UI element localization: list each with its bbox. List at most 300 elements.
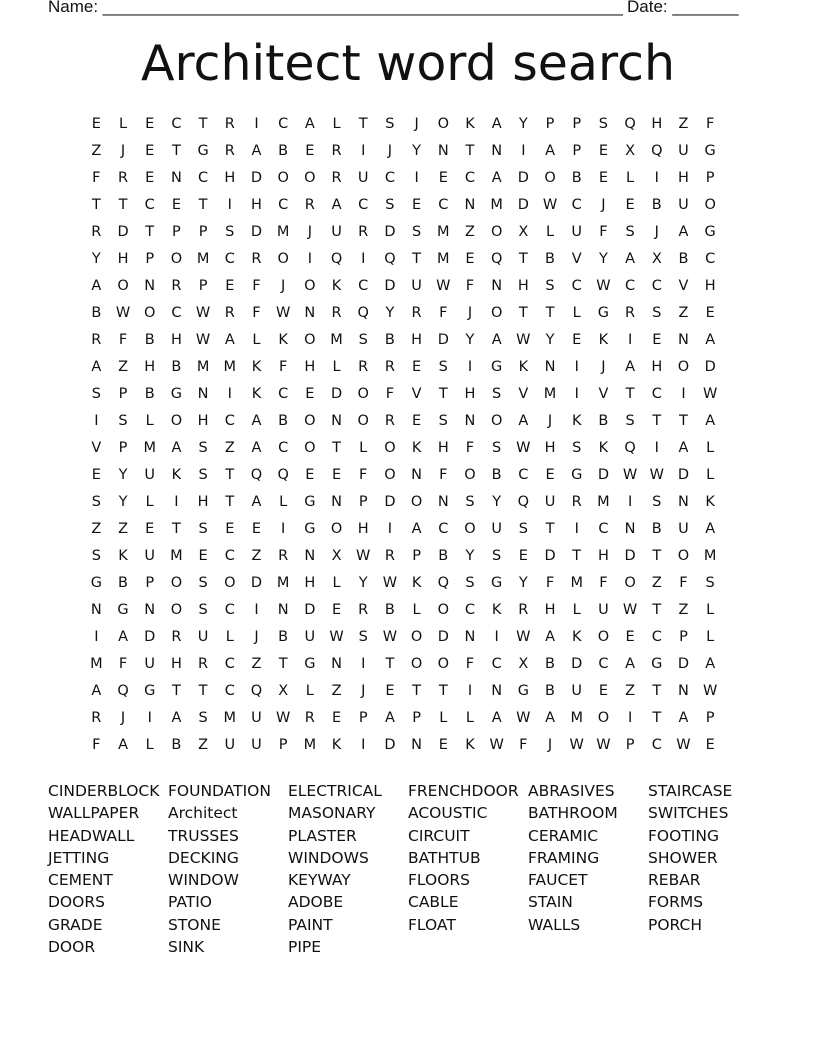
grid-cell[interactable]: E xyxy=(225,521,235,537)
grid-cell[interactable]: Y xyxy=(518,575,528,591)
grid-cell[interactable]: P xyxy=(412,548,421,564)
grid-cell[interactable]: O xyxy=(170,575,183,591)
grid-cell[interactable]: B xyxy=(278,143,289,159)
grid-cell[interactable]: Z xyxy=(331,683,342,699)
grid-cell[interactable]: R xyxy=(251,251,262,267)
grid-cell[interactable]: S xyxy=(492,548,502,564)
grid-cell[interactable]: A xyxy=(491,170,502,186)
grid-cell[interactable]: L xyxy=(225,629,234,645)
grid-cell[interactable]: F xyxy=(278,359,288,375)
grid-cell[interactable]: O xyxy=(677,359,690,375)
grid-cell[interactable]: Y xyxy=(358,575,368,591)
grid-cell[interactable]: G xyxy=(571,467,583,483)
grid-cell[interactable]: N xyxy=(170,170,182,186)
grid-cell[interactable]: C xyxy=(438,521,449,537)
grid-cell[interactable]: V xyxy=(91,440,102,456)
grid-cell[interactable]: U xyxy=(678,143,689,159)
grid-cell[interactable]: O xyxy=(437,656,449,672)
grid-cell[interactable]: C xyxy=(171,305,182,321)
grid-cell[interactable]: Y xyxy=(91,251,101,267)
grid-cell[interactable]: L xyxy=(359,440,368,456)
grid-cell[interactable]: R xyxy=(224,116,235,132)
grid-cell[interactable]: R xyxy=(91,710,102,726)
grid-cell[interactable]: O xyxy=(464,521,476,537)
grid-cell[interactable]: P xyxy=(358,494,368,510)
grid-cell[interactable]: O xyxy=(330,521,343,537)
grid-cell[interactable]: E xyxy=(145,521,155,537)
grid-cell[interactable]: L xyxy=(145,737,154,753)
grid-cell[interactable]: U xyxy=(678,521,689,537)
grid-cell[interactable]: I xyxy=(494,629,499,645)
grid-cell[interactable]: T xyxy=(198,197,208,213)
grid-cell[interactable]: B xyxy=(651,197,662,213)
grid-cell[interactable]: L xyxy=(572,305,581,321)
grid-cell[interactable]: D xyxy=(250,224,263,240)
grid-cell[interactable]: S xyxy=(625,224,635,240)
grid-cell[interactable]: K xyxy=(118,548,128,564)
grid-cell[interactable]: I xyxy=(627,494,633,510)
grid-cell[interactable]: F xyxy=(359,467,368,483)
grid-cell[interactable]: T xyxy=(438,386,448,402)
grid-cell[interactable]: B xyxy=(571,170,582,186)
grid-cell[interactable]: K xyxy=(465,116,475,132)
grid-cell[interactable]: D xyxy=(597,467,609,483)
grid-cell[interactable]: I xyxy=(654,170,659,186)
grid-cell[interactable]: Q xyxy=(651,143,663,159)
grid-cell[interactable]: L xyxy=(545,224,555,240)
grid-cell[interactable]: U xyxy=(144,656,156,672)
grid-cell[interactable]: T xyxy=(198,683,208,699)
grid-cell[interactable]: G xyxy=(197,143,209,159)
grid-cell[interactable]: M xyxy=(597,494,610,510)
grid-cell[interactable]: E xyxy=(171,197,181,213)
grid-cell[interactable]: P xyxy=(118,440,128,456)
grid-cell[interactable]: O xyxy=(304,278,316,294)
grid-cell[interactable]: Q xyxy=(277,467,289,483)
name-field[interactable]: Name: _______________________________________________________ xyxy=(48,0,623,16)
grid-cell[interactable]: N xyxy=(437,143,449,159)
grid-cell[interactable]: O xyxy=(357,413,369,429)
grid-cell[interactable]: Q xyxy=(517,494,530,510)
grid-cell[interactable]: T xyxy=(198,116,208,132)
grid-cell[interactable]: H xyxy=(464,386,476,402)
grid-cell[interactable]: M xyxy=(570,710,583,726)
grid-cell[interactable]: E xyxy=(705,737,715,753)
grid-cell[interactable]: S xyxy=(91,494,101,510)
grid-cell[interactable]: M xyxy=(170,548,183,564)
grid-cell[interactable]: G xyxy=(704,143,716,159)
grid-cell[interactable]: F xyxy=(92,737,101,753)
grid-cell[interactable]: C xyxy=(144,197,155,213)
grid-cell[interactable]: O xyxy=(410,629,423,645)
grid-cell[interactable]: S xyxy=(465,575,475,591)
grid-cell[interactable]: X xyxy=(331,548,342,564)
grid-cell[interactable]: T xyxy=(171,683,181,699)
grid-cell[interactable]: K xyxy=(278,332,288,348)
grid-cell[interactable]: C xyxy=(571,197,582,213)
grid-cell[interactable]: K xyxy=(598,332,609,348)
grid-cell[interactable]: H xyxy=(170,656,182,672)
grid-cell[interactable]: Z xyxy=(118,359,128,375)
grid-cell[interactable]: D xyxy=(384,224,396,240)
grid-cell[interactable]: F xyxy=(465,440,475,456)
grid-cell[interactable]: W xyxy=(436,278,451,294)
grid-cell[interactable]: N xyxy=(464,197,476,213)
grid-cell[interactable]: J xyxy=(547,413,553,429)
grid-cell[interactable]: W xyxy=(329,629,344,645)
grid-cell[interactable]: I xyxy=(574,386,579,402)
grid-cell[interactable]: N xyxy=(144,278,156,294)
grid-cell[interactable]: J xyxy=(601,197,606,213)
grid-cell[interactable]: O xyxy=(410,494,423,510)
grid-cell[interactable]: C xyxy=(571,278,582,294)
grid-cell[interactable]: J xyxy=(547,737,553,753)
grid-cell[interactable]: A xyxy=(491,332,502,348)
grid-cell[interactable]: A xyxy=(518,413,529,429)
grid-cell[interactable]: C xyxy=(491,656,502,672)
grid-cell[interactable]: V xyxy=(518,386,529,402)
grid-cell[interactable]: D xyxy=(117,224,129,240)
grid-cell[interactable]: Q xyxy=(250,467,263,483)
grid-cell[interactable]: S xyxy=(198,440,208,456)
grid-cell[interactable]: Z xyxy=(465,224,475,240)
grid-cell[interactable]: C xyxy=(625,278,636,294)
grid-cell[interactable]: F xyxy=(252,305,261,321)
grid-cell[interactable]: W xyxy=(649,467,664,483)
grid-cell[interactable]: S xyxy=(198,575,208,591)
grid-cell[interactable]: Y xyxy=(118,467,128,483)
grid-cell[interactable]: G xyxy=(117,602,129,618)
grid-cell[interactable]: E xyxy=(331,602,342,618)
grid-cell[interactable]: U xyxy=(197,629,209,645)
grid-cell[interactable]: O xyxy=(490,305,503,321)
grid-cell[interactable]: T xyxy=(358,116,368,132)
grid-cell[interactable]: N xyxy=(491,278,503,294)
grid-cell[interactable]: I xyxy=(361,143,366,159)
grid-cell[interactable]: Z xyxy=(91,143,102,159)
grid-cell[interactable]: A xyxy=(331,197,342,213)
grid-cell[interactable]: N xyxy=(331,413,342,429)
grid-cell[interactable]: J xyxy=(601,359,606,375)
grid-cell[interactable]: A xyxy=(678,224,689,240)
grid-cell[interactable]: A xyxy=(491,116,502,132)
grid-cell[interactable]: P xyxy=(358,710,368,726)
grid-cell[interactable]: A xyxy=(224,332,235,348)
grid-cell[interactable]: H xyxy=(197,494,209,510)
grid-cell[interactable]: E xyxy=(598,683,608,699)
grid-cell[interactable]: C xyxy=(224,656,235,672)
grid-cell[interactable]: F xyxy=(118,332,128,348)
grid-cell[interactable]: A xyxy=(545,143,555,159)
grid-cell[interactable]: G xyxy=(90,575,102,591)
grid-cell[interactable]: A xyxy=(91,359,102,375)
grid-cell[interactable]: E xyxy=(705,305,715,321)
grid-cell[interactable]: E xyxy=(572,332,582,348)
grid-cell[interactable]: H xyxy=(224,170,236,186)
grid-cell[interactable]: I xyxy=(574,521,579,537)
grid-cell[interactable]: J xyxy=(307,224,312,240)
grid-cell[interactable]: E xyxy=(518,548,528,564)
grid-cell[interactable]: I xyxy=(307,251,312,267)
grid-cell[interactable]: F xyxy=(705,116,715,132)
grid-cell[interactable]: U xyxy=(144,467,156,483)
grid-cell[interactable]: W xyxy=(382,575,398,591)
grid-cell[interactable]: W xyxy=(275,710,291,726)
grid-cell[interactable]: R xyxy=(571,494,582,510)
date-field[interactable]: Date: _______ xyxy=(627,0,739,16)
grid-cell[interactable]: F xyxy=(465,656,475,672)
grid-cell[interactable]: B xyxy=(278,629,289,645)
grid-cell[interactable]: I xyxy=(681,386,686,402)
grid-cell[interactable]: O xyxy=(170,413,183,429)
grid-cell[interactable]: H xyxy=(544,602,556,618)
grid-cell[interactable]: W xyxy=(275,305,291,321)
grid-cell[interactable]: C xyxy=(224,251,235,267)
grid-cell[interactable]: L xyxy=(706,629,715,645)
grid-cell[interactable]: E xyxy=(305,143,315,159)
grid-cell[interactable]: J xyxy=(414,116,419,132)
grid-cell[interactable]: R xyxy=(411,305,422,321)
grid-cell[interactable]: O xyxy=(224,575,236,591)
grid-cell[interactable]: C xyxy=(224,683,235,699)
grid-cell[interactable]: W xyxy=(702,683,718,699)
grid-cell[interactable]: C xyxy=(705,251,716,267)
grid-cell[interactable]: P xyxy=(412,710,421,726)
grid-cell[interactable]: T xyxy=(652,413,662,429)
grid-cell[interactable]: K xyxy=(518,359,529,375)
grid-cell[interactable]: N xyxy=(464,629,476,645)
grid-cell[interactable]: O xyxy=(117,278,129,294)
grid-cell[interactable]: S xyxy=(518,521,528,537)
grid-cell[interactable]: F xyxy=(385,386,395,402)
grid-cell[interactable]: D xyxy=(437,332,449,348)
grid-cell[interactable]: S xyxy=(358,332,368,348)
grid-cell[interactable]: R xyxy=(224,305,235,321)
grid-cell[interactable]: E xyxy=(598,170,608,186)
grid-cell[interactable]: S xyxy=(598,116,609,132)
grid-cell[interactable]: R xyxy=(384,359,395,375)
grid-cell[interactable]: L xyxy=(332,116,341,132)
grid-cell[interactable]: N xyxy=(544,359,556,375)
grid-cell[interactable]: C xyxy=(278,440,289,456)
grid-cell[interactable]: O xyxy=(384,440,396,456)
grid-cell[interactable]: R xyxy=(331,170,342,186)
grid-cell[interactable]: I xyxy=(227,197,232,213)
grid-cell[interactable]: L xyxy=(145,494,154,510)
grid-cell[interactable]: A xyxy=(91,278,102,294)
grid-cell[interactable]: U xyxy=(251,737,262,753)
grid-cell[interactable]: K xyxy=(491,602,502,618)
grid-cell[interactable]: E xyxy=(625,629,635,645)
grid-cell[interactable]: S xyxy=(198,602,208,618)
grid-cell[interactable]: S xyxy=(572,440,582,456)
grid-cell[interactable]: B xyxy=(491,467,502,483)
grid-cell[interactable]: W xyxy=(542,197,558,213)
grid-cell[interactable]: S xyxy=(225,224,235,240)
grid-cell[interactable]: A xyxy=(705,656,716,672)
grid-cell[interactable]: P xyxy=(572,143,582,159)
grid-cell[interactable]: V xyxy=(571,251,582,267)
grid-cell[interactable]: J xyxy=(281,278,286,294)
grid-cell[interactable]: H xyxy=(437,440,449,456)
grid-cell[interactable]: G xyxy=(304,521,316,537)
grid-cell[interactable]: R xyxy=(384,548,395,564)
grid-cell[interactable]: P xyxy=(545,116,555,132)
grid-cell[interactable]: P xyxy=(278,737,288,753)
grid-cell[interactable]: S xyxy=(438,359,448,375)
grid-cell[interactable]: U xyxy=(144,548,156,564)
grid-cell[interactable]: M xyxy=(703,548,717,564)
grid-cell[interactable]: N xyxy=(277,602,289,618)
grid-cell[interactable]: B xyxy=(384,602,395,618)
grid-cell[interactable]: R xyxy=(358,602,369,618)
grid-cell[interactable]: C xyxy=(464,602,476,618)
grid-cell[interactable]: S xyxy=(411,224,422,240)
grid-cell[interactable]: B xyxy=(651,521,662,537)
grid-cell[interactable]: U xyxy=(411,278,422,294)
grid-cell[interactable]: M xyxy=(143,440,156,456)
grid-cell[interactable]: S xyxy=(91,548,101,564)
grid-cell[interactable]: W xyxy=(596,737,611,753)
grid-cell[interactable]: M xyxy=(303,737,317,753)
grid-cell[interactable]: N xyxy=(464,413,476,429)
grid-cell[interactable]: N xyxy=(304,305,316,321)
grid-cell[interactable]: I xyxy=(627,332,633,348)
grid-cell[interactable]: M xyxy=(276,224,290,240)
grid-cell[interactable]: S xyxy=(91,386,101,402)
grid-cell[interactable]: D xyxy=(677,467,690,483)
grid-cell[interactable]: R xyxy=(91,224,102,240)
grid-cell[interactable]: R xyxy=(304,710,315,726)
grid-cell[interactable]: W xyxy=(516,440,531,456)
grid-cell[interactable]: I xyxy=(467,359,473,375)
grid-cell[interactable]: W xyxy=(115,305,131,321)
grid-cell[interactable]: E xyxy=(91,467,101,483)
grid-cell[interactable]: O xyxy=(704,197,716,213)
grid-cell[interactable]: E xyxy=(145,170,155,186)
grid-cell[interactable]: F xyxy=(545,575,555,591)
grid-cell[interactable]: T xyxy=(171,521,181,537)
grid-cell[interactable]: L xyxy=(305,683,314,699)
grid-cell[interactable]: N xyxy=(197,386,209,402)
grid-cell[interactable]: P xyxy=(705,710,715,726)
grid-cell[interactable]: E xyxy=(598,143,608,159)
grid-cell[interactable]: I xyxy=(227,386,232,402)
grid-cell[interactable]: C xyxy=(464,170,476,186)
grid-cell[interactable]: K xyxy=(571,413,582,429)
grid-cell[interactable]: P xyxy=(705,170,715,186)
grid-cell[interactable]: B xyxy=(545,656,555,672)
grid-cell[interactable]: Z xyxy=(118,521,128,537)
grid-cell[interactable]: C xyxy=(224,548,235,564)
grid-cell[interactable]: T xyxy=(225,467,235,483)
grid-cell[interactable]: H xyxy=(651,116,663,132)
grid-cell[interactable]: K xyxy=(331,737,342,753)
grid-cell[interactable]: O xyxy=(597,629,610,645)
grid-cell[interactable]: O xyxy=(624,575,636,591)
grid-cell[interactable]: U xyxy=(678,197,689,213)
grid-cell[interactable]: T xyxy=(278,656,288,672)
grid-cell[interactable]: A xyxy=(251,413,262,429)
grid-cell[interactable]: C xyxy=(278,197,289,213)
grid-cell[interactable]: G xyxy=(144,683,156,699)
grid-cell[interactable]: E xyxy=(412,197,422,213)
grid-cell[interactable]: W xyxy=(569,737,584,753)
grid-cell[interactable]: W xyxy=(516,332,531,348)
grid-cell[interactable]: G xyxy=(517,683,529,699)
grid-cell[interactable]: L xyxy=(118,116,128,132)
grid-cell[interactable]: C xyxy=(384,170,395,186)
grid-cell[interactable]: O xyxy=(384,467,396,483)
grid-cell[interactable]: Y xyxy=(412,143,422,159)
grid-cell[interactable]: Z xyxy=(651,575,662,591)
grid-cell[interactable]: L xyxy=(279,494,288,510)
grid-cell[interactable]: F xyxy=(465,278,475,294)
grid-cell[interactable]: L xyxy=(252,332,261,348)
grid-cell[interactable]: P xyxy=(118,386,128,402)
grid-cell[interactable]: O xyxy=(170,602,183,618)
grid-cell[interactable]: E xyxy=(465,251,475,267)
grid-cell[interactable]: K xyxy=(171,467,182,483)
grid-cell[interactable]: H xyxy=(144,359,156,375)
grid-cell[interactable]: T xyxy=(518,305,528,321)
grid-cell[interactable]: Y xyxy=(465,332,475,348)
grid-cell[interactable]: D xyxy=(624,548,636,564)
grid-cell[interactable]: I xyxy=(414,170,419,186)
grid-cell[interactable]: D xyxy=(544,548,556,564)
grid-cell[interactable]: A xyxy=(411,521,422,537)
grid-cell[interactable]: C xyxy=(358,197,369,213)
grid-cell[interactable]: J xyxy=(254,629,259,645)
grid-cell[interactable]: E xyxy=(412,413,422,429)
grid-cell[interactable]: I xyxy=(361,251,366,267)
grid-cell[interactable]: F xyxy=(519,737,528,753)
grid-cell[interactable]: C xyxy=(198,170,209,186)
grid-cell[interactable]: G xyxy=(491,575,503,591)
grid-cell[interactable]: J xyxy=(120,143,126,159)
grid-cell[interactable]: T xyxy=(412,683,422,699)
grid-cell[interactable]: N xyxy=(411,737,423,753)
grid-cell[interactable]: N xyxy=(411,467,423,483)
grid-cell[interactable]: O xyxy=(304,413,316,429)
grid-cell[interactable]: N xyxy=(624,521,636,537)
grid-cell[interactable]: Z xyxy=(224,440,235,456)
grid-cell[interactable]: N xyxy=(331,494,342,510)
grid-cell[interactable]: D xyxy=(384,278,396,294)
grid-cell[interactable]: C xyxy=(651,386,662,402)
grid-cell[interactable]: Z xyxy=(678,305,689,321)
grid-cell[interactable]: W xyxy=(195,305,211,321)
grid-cell[interactable]: M xyxy=(276,575,290,591)
grid-cell[interactable]: A xyxy=(304,116,315,132)
grid-cell[interactable]: W xyxy=(596,278,611,294)
grid-cell[interactable]: H xyxy=(517,278,529,294)
grid-cell[interactable]: W xyxy=(516,629,531,645)
grid-cell[interactable]: M xyxy=(223,359,237,375)
grid-cell[interactable]: T xyxy=(545,521,555,537)
grid-cell[interactable]: S xyxy=(652,494,662,510)
grid-cell[interactable]: A xyxy=(705,521,716,537)
grid-cell[interactable]: D xyxy=(384,494,396,510)
grid-cell[interactable]: S xyxy=(438,413,448,429)
grid-cell[interactable]: B xyxy=(545,683,555,699)
grid-cell[interactable]: Z xyxy=(91,521,102,537)
grid-cell[interactable]: O xyxy=(304,170,316,186)
grid-cell[interactable]: T xyxy=(652,710,662,726)
grid-cell[interactable]: J xyxy=(467,305,473,321)
grid-cell[interactable]: R xyxy=(171,629,182,645)
grid-cell[interactable]: I xyxy=(361,737,366,753)
